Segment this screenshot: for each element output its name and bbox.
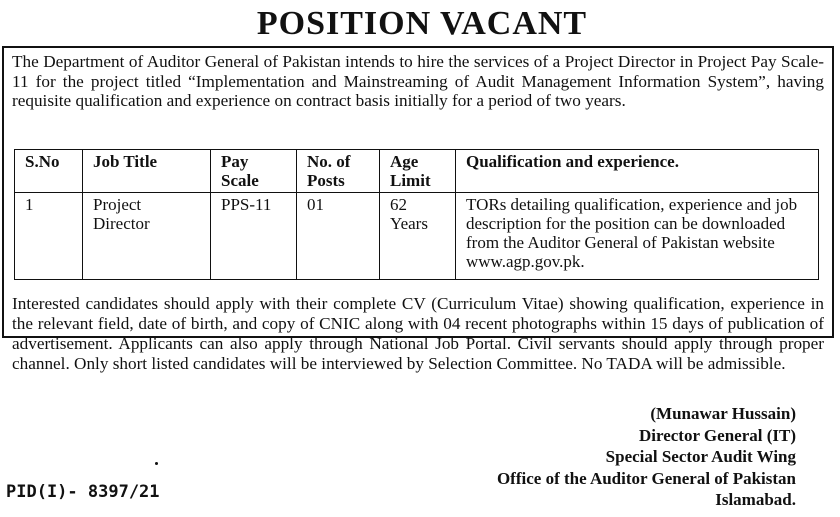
page-title: POSITION VACANT [256, 5, 588, 42]
cell-sno: 1 [15, 193, 83, 280]
signatory-name: (Munawar Hussain) [650, 404, 796, 423]
cell-job-title: Project Director [83, 193, 211, 280]
cell-pay-scale: PPS-11 [211, 193, 297, 280]
cell-age-limit: 62 Years [380, 193, 456, 280]
signatory-wing: Special Sector Audit Wing [605, 447, 796, 466]
signatory-designation: Director General (IT) [638, 425, 796, 445]
header-sno: S.No [15, 150, 83, 193]
cell-qualification: TORs detailing qualification, experience and job description for the position can be downloaded from the Auditor General of Pakistan website www.agp.gov.pk. [456, 193, 819, 280]
signatory-office: Office of the Auditor General of Pakistan [496, 468, 796, 488]
table-row [15, 193, 819, 280]
signatory-city: Islamabad. [715, 490, 796, 509]
header-job-title: Job Title [83, 150, 211, 193]
signature-block [497, 403, 796, 511]
header-pay-scale: Pay Scale [211, 150, 297, 193]
application-instructions [12, 294, 824, 374]
intro-paragraph [12, 52, 824, 111]
intro-text: The Department of Auditor General of Pakistan intends to hire the services of a Project Director in Project Pay Scale-11 for the project titled “Implementation and Mainstreaming of Audit Management Information System”, having requisite qualification and experience on contract basis initially for a period of two years. [12, 52, 824, 110]
instructions-text: Interested candidates should apply with their complete CV (Curriculum Vitae) showing qualification, experience in the relevant field, date of birth, and copy of CNIC along with 04 recent photographs within 15 days of publication of advertisement. Applicants can also apply through National Job Portal. Civil servants should apply through proper channel. Only short listed candidates will be interviewed by Selection Committee. No TADA will be admissible. [12, 294, 824, 373]
position-table [14, 149, 819, 280]
header-qualification: Qualification and experience. [456, 150, 819, 193]
cell-posts: 01 [297, 193, 380, 280]
header-age-limit: Age Limit [380, 150, 456, 193]
table-header-row [15, 150, 819, 193]
print-speck [155, 462, 158, 465]
header-posts: No. of Posts [297, 150, 380, 193]
pid-number: PID(I)- 8397/21 [6, 482, 160, 502]
